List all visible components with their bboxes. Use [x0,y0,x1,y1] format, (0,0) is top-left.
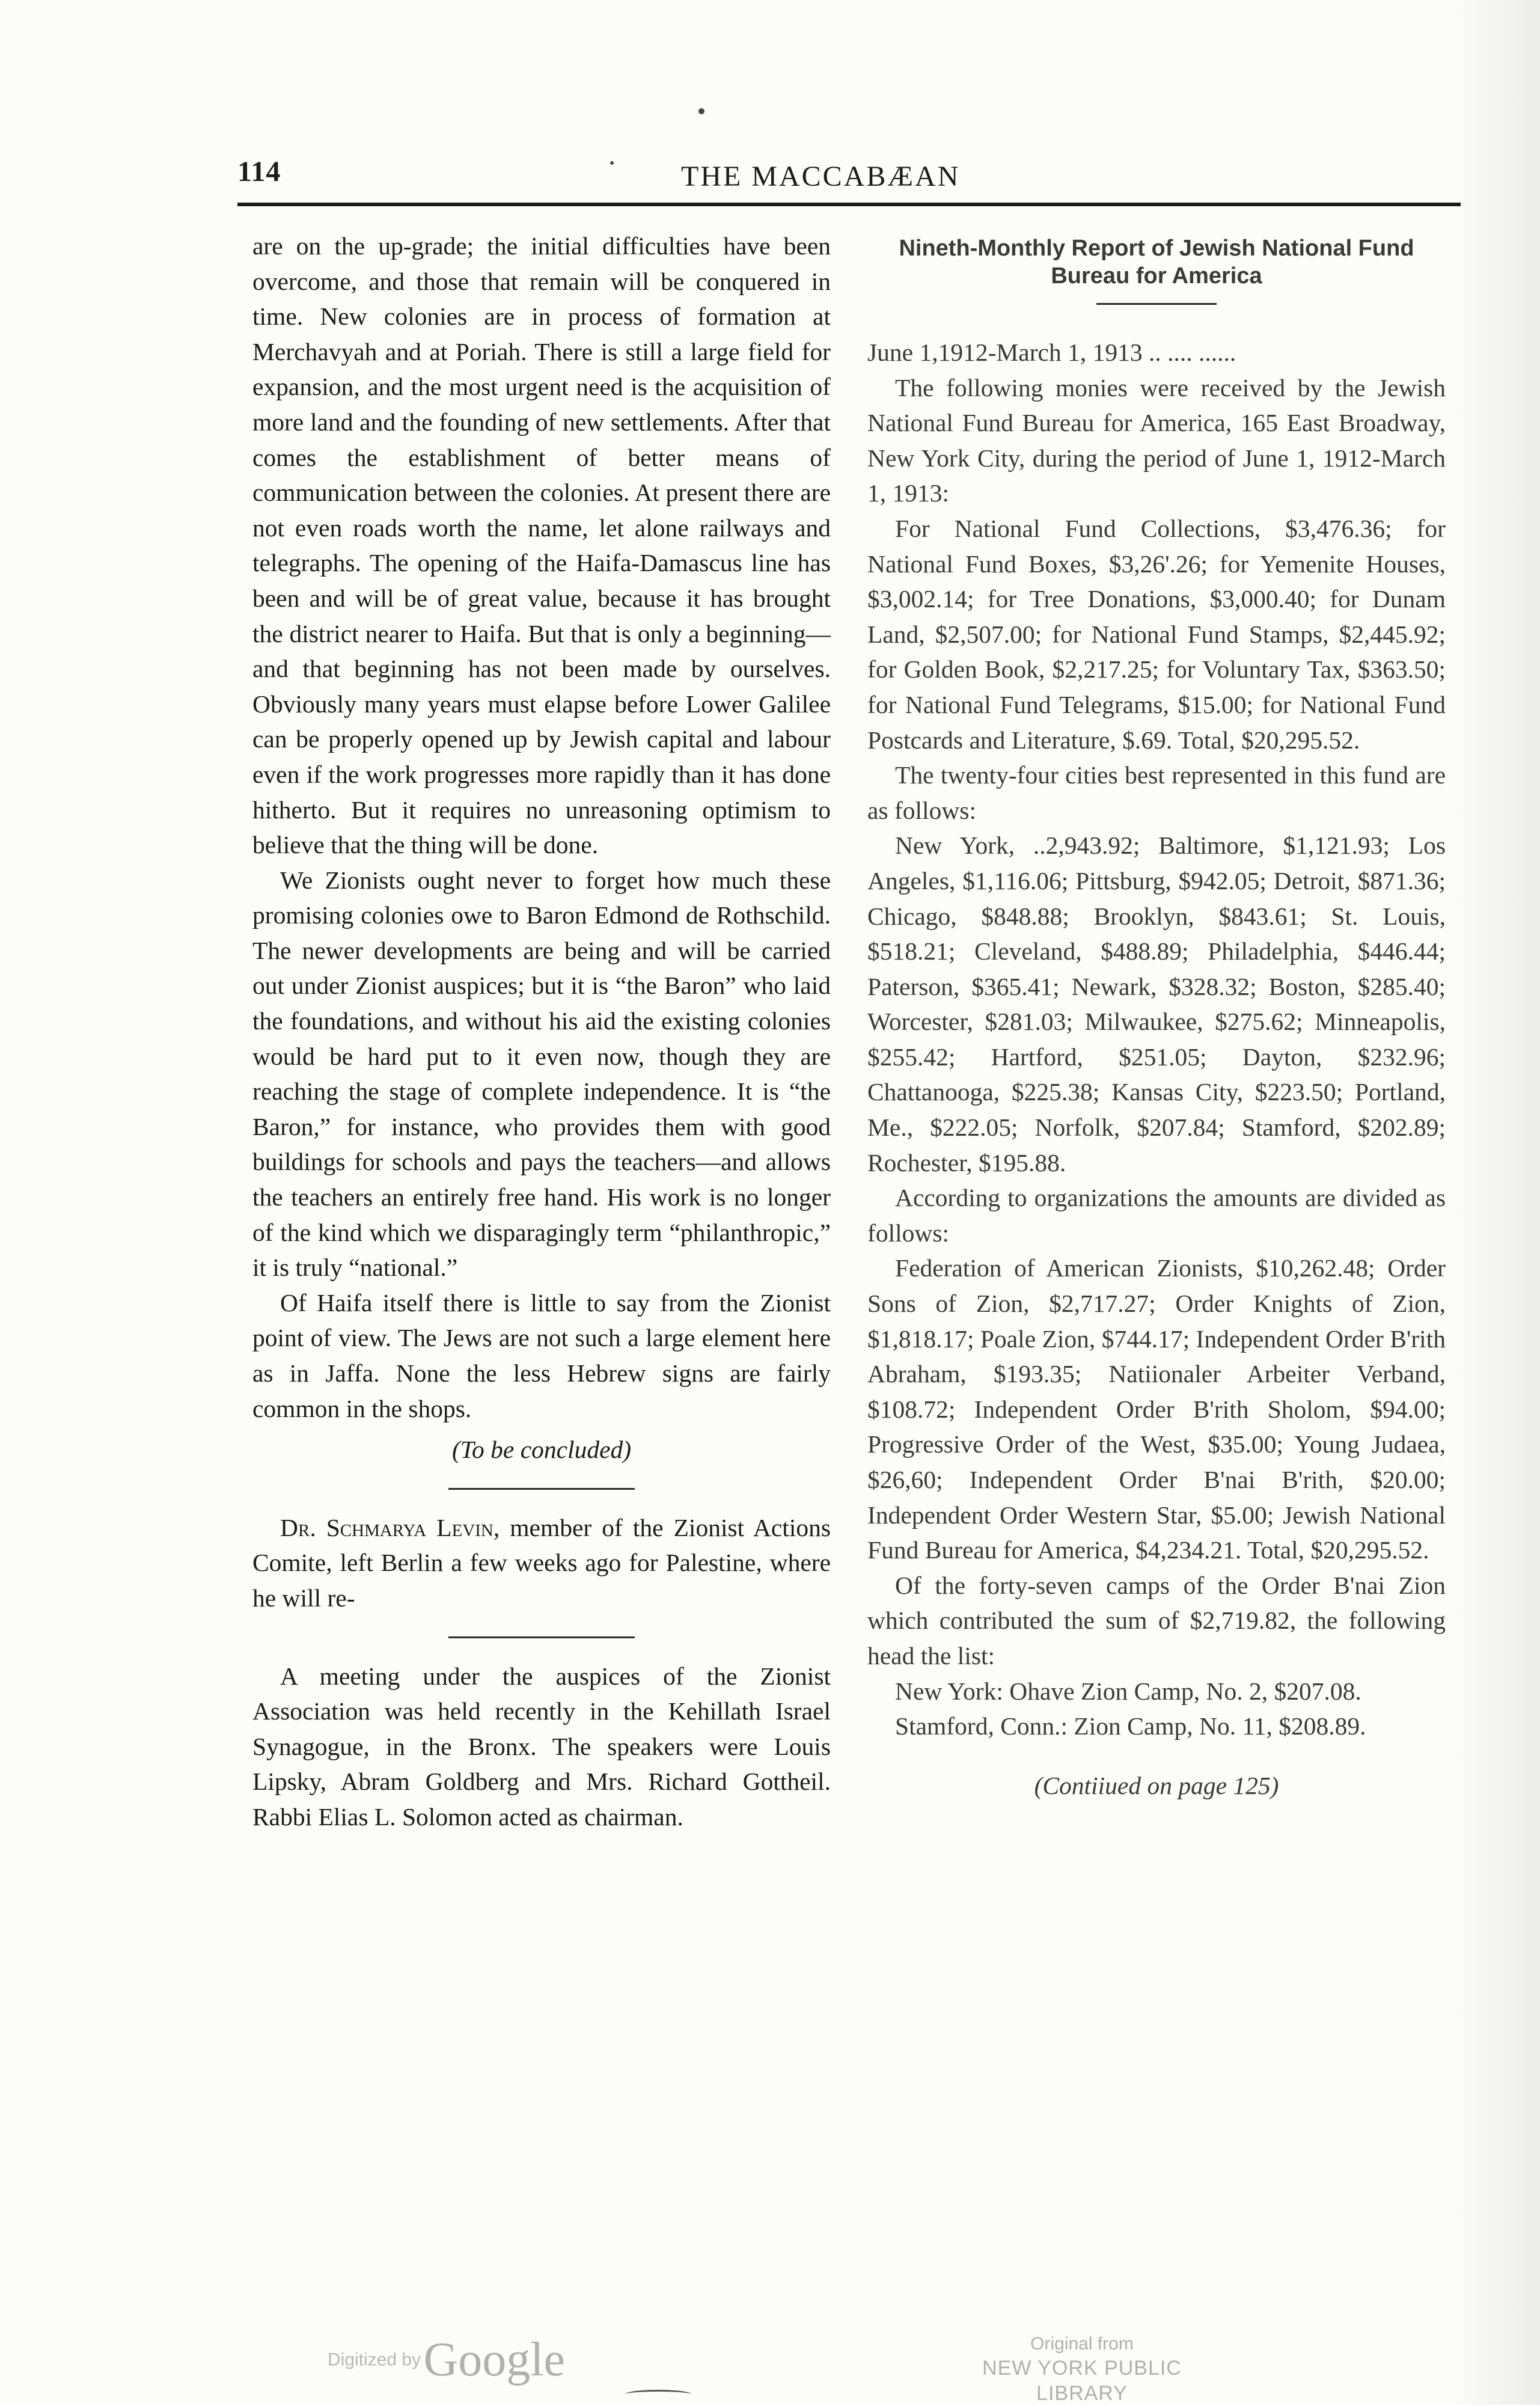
page-header [237,155,1455,203]
article-title: Nineth-Monthly Report of Jewish National Fund Bureau for America [899,236,1414,289]
left-column [252,228,831,1835]
original-from-watermark [938,2333,1226,2406]
title-rule [1096,303,1217,305]
right-paragraph-5: According to organizations the amounts are divided as follows: [867,1184,1446,1247]
right-paragraph-9: Stamford, Conn.: Zion Camp, No. 11, $208.89. [895,1712,1366,1740]
separator-rule-2 [448,1636,635,1638]
news-note-levin [252,1510,831,1616]
right-paragraph-7: Of the forty-seven camps of the Order B'nai Zion which contributed the sum of $2,719.82, the following head the list: [867,1571,1446,1670]
scan-speck [610,161,614,165]
right-paragraph-2: For National Fund Collections, $3,476.36; for National Fund Boxes, $3,26'.26; for Yemenite Houses, $3,002.14; for Tree Donations, $3,000.40; for Dunam Land, $2,507.00; for National Fund Stamps, $2,445.92; for Golden Book, $2,217.25; for Voluntary Tax, $363.50; for National Fund Telegrams, $15.00; for National Fund Postcards and Literature, $.69. Total, $20,295.52. [867,514,1446,754]
news-note-levin-name: Dr. Schmarya Levin, [280,1513,500,1541]
right-paragraph-8: New York: Ohave Zion Camp, No. 2, $207.08. [895,1677,1361,1705]
news-note-meeting: A meeting under the auspices of the Zionist Association was held recently in the Kehillath Israel Synagogue, in the Bronx. The speakers were Louis Lipsky, Abram Goldberg and Mrs. Richard Gottheil. Rabbi Elias L. Solomon acted as chairman. [252,1662,831,1831]
to-be-concluded: (To be concluded) [451,1436,632,1464]
right-paragraph-3: The twenty-four cities best represented in this fund are as follows: [867,761,1446,824]
separator-rule-1 [448,1488,635,1490]
left-paragraph-3: Of Haifa itself there is little to say from the Zionist point of view. The Jews are not such a large element here as in Jaffa. None the less Hebrew signs are fairly common in the shops. [252,1288,831,1422]
scan-speck [698,108,704,114]
right-paragraph-organizations: Federation of American Zionists, $10,262.48; Order Sons of Zion, $2,717.27; Order Knights of Zion, $1,818.17; Poale Zion, $744.17; Independent Order B'rith Abraham, $193.35; Natiionaler Arbeiter Verband, $108.72; Independent Order B'rith Sholom, $94.00; Progressive Order of the West, $35.00; Young Judaea, $26,60; Independent Order B'nai B'rith, $20.00; Independent Order Western Star, $5.00; Jewish National Fund Bureau for America, $4,234.21. Total, $20,295.52. [867,1254,1446,1564]
continued-note: (Contiiued on page 125) [1034,1771,1279,1799]
right-paragraph-1: The following monies were received by the Jewish National Fund Bureau for America, 165 East Broadway, New York City, during the period of June 1, 1912-March 1, 1913: [867,373,1446,507]
left-paragraph-1: are on the up-grade; the initial difficulties have been overcome, and those that remain will be conquered in time. New colonies are in process of formation at Merchavyah and at Poriah. There is still a large field for expansion, and the most urgent need is the acquisition of more land and the founding of new settlements. After that comes the establishment of better means of communication between the colonies. At present there are not even roads worth the name, let alone railways and telegraphs. The opening of the Haifa-Damascus line has been and will be of great value, because it has brought the district nearer to Haifa. But that is only a beginning—and that beginning has not been made by ourselves. Obviously many years must elapse before Lower Galilee can be properly opened up by Jewish capital and labour even if the work progresses more rapidly than it has done hitherto. But it requires no unreasoning optimism to believe that the thing will be done. [252,232,831,859]
digitized-by-watermark [328,2333,565,2387]
right-column [867,228,1446,1803]
header-rule [237,203,1461,206]
google-logo: Google [423,2333,566,2386]
scan-smudge [625,2390,691,2399]
page-edge-shadow [1450,0,1540,2405]
right-paragraph-cities: New York, ..2,943.92; Baltimore, $1,121.93; Los Angeles, $1,116.06; Pittsburg, $942.05; Detroit, $871.36; Chicago, $848.88; Brooklyn, $843.61; St. Louis, $518.21; Cleveland, $488.89; Philadelphia, $446.44; Paterson, $365.41; Newark, $328.32; Boston, $285.40; Worcester, $281.03; Milwaukee, $275.62; Minneapolis, $255.42; Hartford, $251.05; Dayton, $232.96; Chattanooga, $225.38; Kansas City, $223.50; Portland, Me., $222.05; Norfolk, $207.84; Stamford, $202.89; Rochester, $195.88. [867,831,1446,1177]
dateline: June 1,1912-March 1, 1913 .. .... ...... [867,338,1236,366]
library-name: NEW YORK PUBLIC LIBRARY [982,2357,1182,2405]
page-number: 114 [237,156,281,188]
digitized-by-label: Digitized by [328,2349,421,2370]
original-from-label: Original from [1030,2334,1134,2354]
left-paragraph-2: We Zionists ought never to forget how much these promising colonies owe to Baron Edmond de Rothschild. The newer developments are being and will be carried out under Zionist auspices; but it is “the Baron” who laid the foundations, and without his aid the existing colonies would be hard put to it even now, though they are reaching the stage of complete independence. It is “the Baron,” for instance, who provides them with good buildings for schools and pays the teachers—and allows the teachers an entirely free hand. His work is no longer of the kind which we disparagingly term “philanthropic,” it is truly “national.” [252,866,831,1282]
running-title: THE MACCABÆAN [681,161,961,192]
news-note-levin-text: member of the Zionist Actions Comite, left Berlin a few weeks ago for Palestine, where he will re- [252,1513,831,1612]
